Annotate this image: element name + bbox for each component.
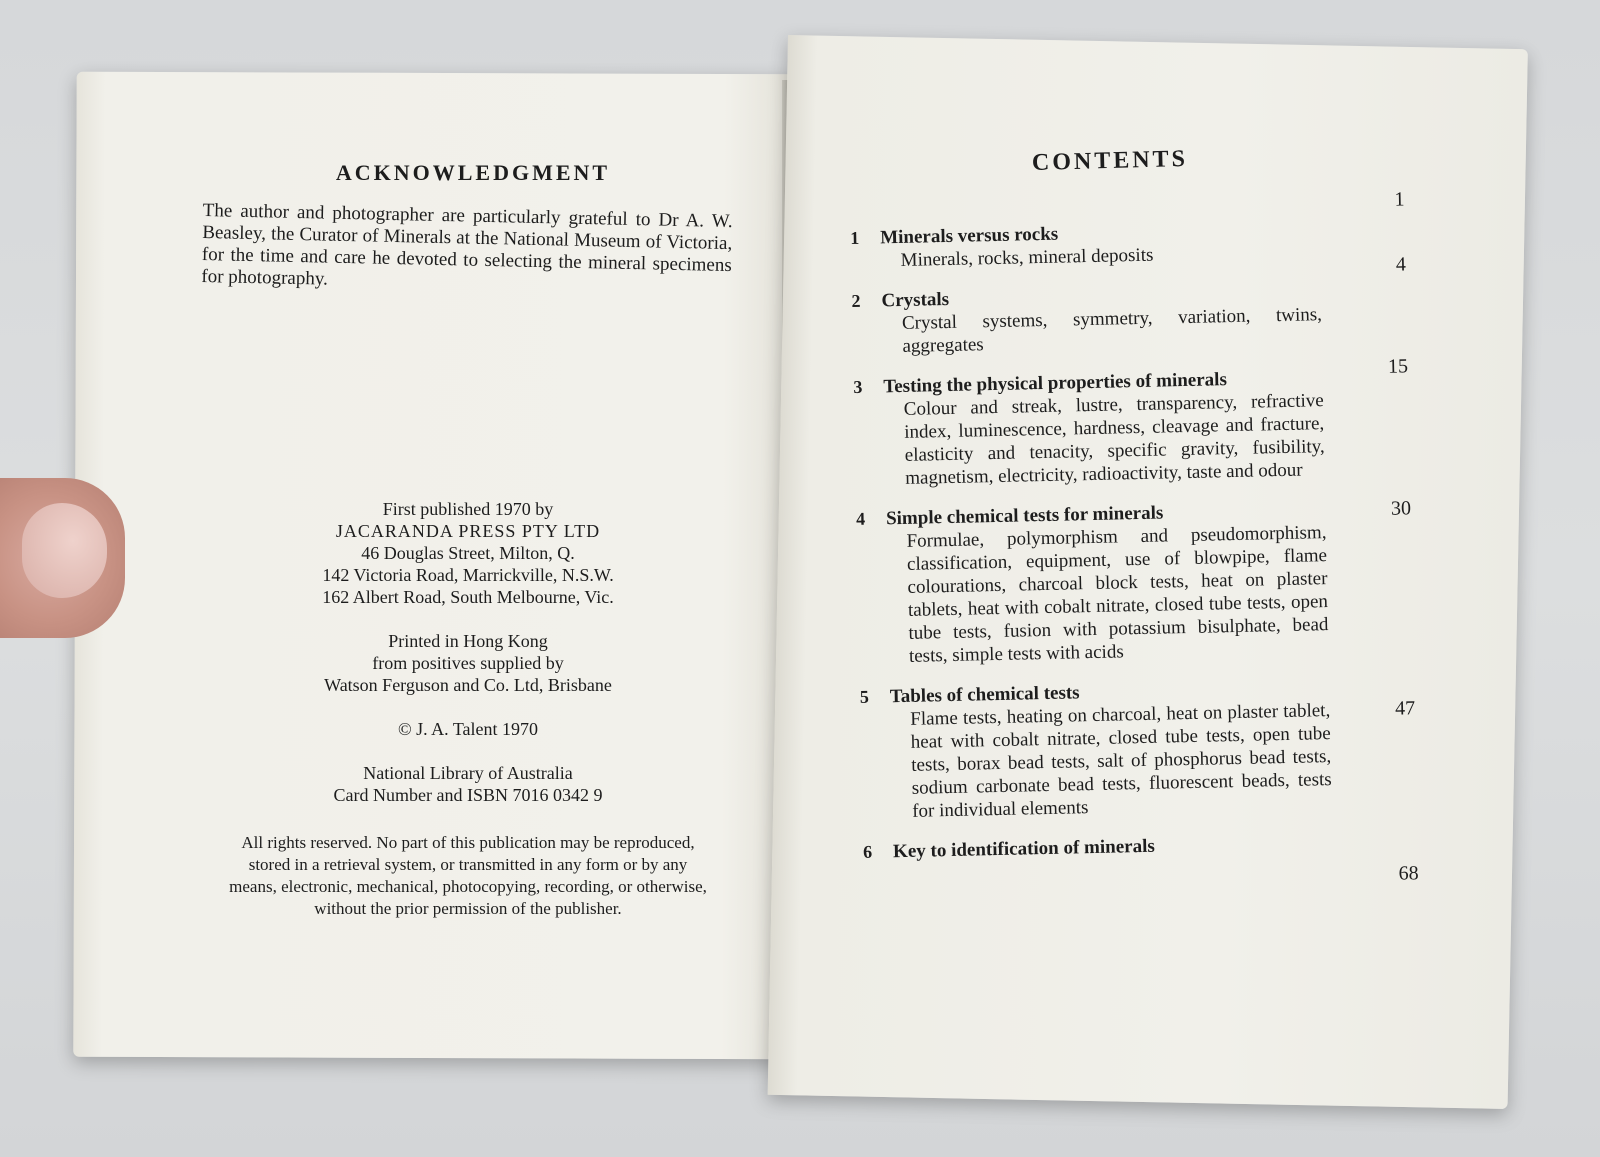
toc-entry xyxy=(862,830,1423,885)
toc-number: 6 xyxy=(862,841,873,862)
toc-number: 4 xyxy=(855,508,866,529)
toc-entry xyxy=(853,355,1415,491)
contents-title: CONTENTS xyxy=(1031,145,1189,177)
toc-number: 1 xyxy=(850,227,860,248)
copyright-line: © J. A. Talent 1970 xyxy=(397,719,539,739)
toc-heading: Tables of chemical tests xyxy=(889,682,1080,708)
toc-subtopics: Colour and streak, lustre, transparency, refractive index, luminescence, hardness, cleavage and fracture, elasticity and tenacity, specific gravity, fusibility, magnetism, electricity, radioactivity, taste and odour xyxy=(903,390,1325,489)
publisher-address: 142 Victoria Road, Marrickville, N.S.W. xyxy=(322,565,614,585)
toc-entry xyxy=(856,497,1419,669)
toc-heading: Key to identification of minerals xyxy=(892,835,1155,863)
toc-page-number: 68 xyxy=(1398,862,1419,885)
isbn-line: Card Number and ISBN 7016 0342 9 xyxy=(333,785,603,805)
toc-entry xyxy=(860,675,1423,824)
table-of-contents xyxy=(850,188,1424,885)
toc-number: 2 xyxy=(851,290,861,311)
acknowledgment-title: ACKNOWLEDGMENT xyxy=(335,160,611,185)
printer-line: from positives supplied by xyxy=(372,653,564,673)
toc-heading: Crystals xyxy=(881,288,950,312)
rights-statement: All rights reserved. No part of this publication may be reproduced, stored in a retrieval system, or transmitted in any form or by any means, electronic, mechanical, photocopying, recording, or otherwise, without the prior permission of the publisher. xyxy=(229,833,707,918)
toc-heading: Testing the physical properties of minerals xyxy=(883,369,1228,398)
thumbnail xyxy=(22,503,107,598)
publisher-name: JACARANDA PRESS PTY LTD xyxy=(335,521,601,541)
toc-heading: Simple chemical tests for minerals xyxy=(885,502,1164,530)
toc-subtopics: Minerals, rocks, mineral deposits xyxy=(900,244,1154,271)
printer-line: Printed in Hong Kong xyxy=(388,631,548,651)
first-published: First published 1970 by xyxy=(382,499,554,519)
toc-number: 3 xyxy=(853,376,863,397)
toc-subtopics: Flame tests, heating on charcoal, heat on plaster tablet, heat with cobalt nitrate, closed tube tests, open tube tests, borax bead tests, salt of phosphorus bead tests, sodium carbonate bead tests, fluorescent beads, tests for individual elements xyxy=(910,700,1332,822)
publisher-address: 162 Albert Road, South Melbourne, Vic. xyxy=(322,587,614,607)
acknowledgment-text: The author and photographer are particularly grateful to Dr A. W. Beasley, the Curator of Minerals at the National Museum of Victoria, for the time and care he devoted to selecting the mineral specimens for photography. xyxy=(201,200,733,290)
library-line: National Library of Australia xyxy=(363,763,573,783)
toc-page-number: 47 xyxy=(1394,697,1416,720)
toc-number: 5 xyxy=(859,686,870,707)
publisher-address: 46 Douglas Street, Milton, Q. xyxy=(361,543,575,563)
printer-line: Watson Ferguson and Co. Ltd, Brisbane xyxy=(324,675,612,695)
toc-heading: Minerals versus rocks xyxy=(879,223,1059,249)
imprint xyxy=(228,498,708,806)
toc-page-number: 30 xyxy=(1390,497,1412,520)
toc-page-number: 1 xyxy=(1394,188,1405,211)
toc-page-number: 15 xyxy=(1387,355,1409,378)
toc-page-number: 4 xyxy=(1395,253,1407,276)
toc-subtopics: Formulae, polymorphism and pseudomorphism, classification, equipment, use of blowpipe, flame colourations, charcoal block tests, heat on plaster tablets, heat with cobalt nitrate, closed tube tests, open tube tests, fusion with potassium bisulphate, bead tests, simple tests with acids xyxy=(906,522,1329,667)
toc-subtopics: Crystal systems, symmetry, variation, twins, aggregates xyxy=(901,304,1323,357)
